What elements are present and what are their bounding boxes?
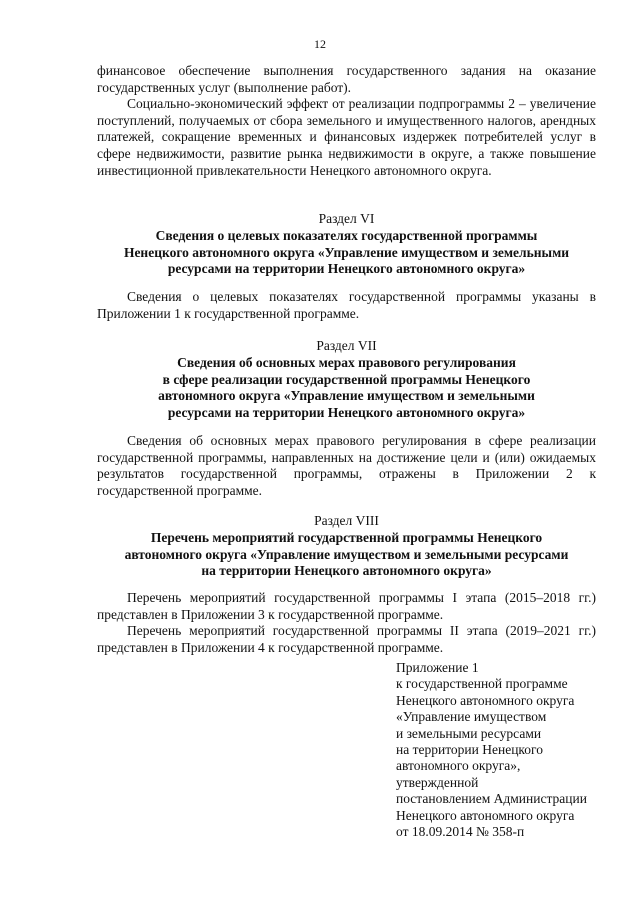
section-6-title-line: ресурсами на территории Ненецкого автономного округа»	[167, 261, 526, 277]
section-7-title-line: ресурсами на территории Ненецкого автономного округа»	[167, 404, 526, 420]
section-8-title-line: автономного округа «Управление имуществом и земельными ресурсами	[124, 546, 569, 562]
appendix-line: утвержденной	[396, 774, 479, 790]
section-6-body	[97, 289, 596, 322]
section-8-text-1: Перечень мероприятий государственной программы I этапа (2015–2018 гг.) представлен в Приложении 3 к государственной программе.	[97, 590, 596, 622]
appendix-line: от 18.09.2014 № 358-п	[396, 824, 525, 840]
appendix-line: к государственной программе	[396, 676, 568, 692]
appendix-line: Ненецкого автономного округа	[396, 692, 575, 708]
section-7-title-line: Сведения об основных мерах правового регулирования	[177, 355, 516, 370]
section-8-title-line: Перечень мероприятий государственной программы Ненецкого	[150, 530, 543, 545]
appendix-line: «Управление имуществом	[396, 709, 547, 725]
section-7-title-line: в сфере реализации государственной программы Ненецкого	[162, 371, 531, 387]
section-8-label: Раздел VIII	[314, 513, 379, 528]
section-6-text: Сведения о целевых показателях государственной программы указаны в Приложении 1 к государственной программе.	[97, 289, 596, 321]
appendix-line: на территории Ненецкого	[396, 742, 544, 758]
section-7-title	[97, 355, 596, 421]
appendix-line: постановлением Администрации	[396, 791, 587, 807]
section-7-text: Сведения об основных мерах правового регулирования в сфере реализации государственной программы, направленных на достижение цели и (или) ожидаемых результатов государственной программы, отражены в Приложении 2 к государственной программе.	[97, 433, 596, 498]
appendix-line: автономного округа»,	[396, 758, 521, 774]
section-6-label: Раздел VI	[318, 211, 375, 226]
section-7-title-line: автономного округа «Управление имуществом и земельными	[158, 388, 535, 404]
section-8-body	[97, 590, 596, 656]
appendix-line: и земельными ресурсами	[396, 725, 542, 741]
intro-paragraph-1: финансовое обеспечение выполнения государственного задания на оказание государственных услуг (выполнение работ).	[97, 63, 596, 95]
section-8-text-2: Перечень мероприятий государственной программы II этапа (2019–2021 гг.) представлен в Приложении 4 к государственной программе.	[97, 623, 596, 655]
appendix-line: Ненецкого автономного округа	[396, 807, 575, 823]
section-6-title	[97, 228, 596, 278]
section-6-title-line: Сведения о целевых показателях государственной программы	[155, 228, 538, 243]
section-8-title-line: на территории Ненецкого автономного округа»	[201, 563, 492, 579]
intro-paragraph-2: Социально-экономический эффект от реализации подпрограммы 2 – увеличение поступлений, получаемых от сбора земельного и имущественного налогов, арендных платежей, сокращение временных и финансовых издержек потребителей услуг в сфере недвижимости, развитие рынка недвижимости в округе, а также повышение инвестиционной привлекательности Ненецкого автономного округа.	[97, 96, 596, 178]
appendix-line: Приложение 1	[396, 660, 479, 675]
intro-text	[97, 63, 596, 179]
page-number: 12	[314, 37, 326, 51]
section-6-title-line: Ненецкого автономного округа «Управление имуществом и земельными	[123, 244, 570, 260]
section-7-body	[97, 433, 596, 499]
section-7-label: Раздел VII	[316, 338, 377, 353]
section-8-title	[97, 530, 596, 580]
appendix-header	[396, 660, 616, 840]
